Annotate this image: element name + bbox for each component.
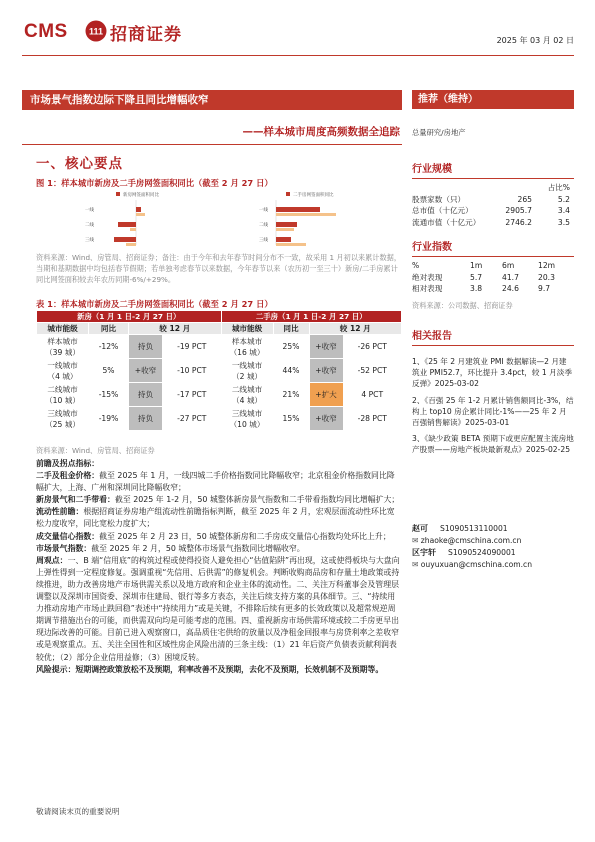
index-row: 相对表现 3.8 24.6 9.7 — [412, 284, 551, 293]
table-cell: 4 PCT — [343, 383, 402, 407]
analyst-name: 赵可 — [412, 524, 428, 533]
footnote: 敬请阅读末页的重要说明 — [36, 807, 120, 816]
cms-logo-icon — [85, 20, 107, 42]
col-header: 同比 — [89, 323, 129, 335]
scale-title: 行业规模 — [412, 164, 452, 175]
table-1 — [36, 310, 402, 431]
table-cell: 持负 — [129, 383, 163, 407]
report-title: 市场景气指数边际下降且同比增幅收窄 — [22, 90, 402, 110]
table-cell: 持负 — [129, 335, 163, 359]
col-header: 城市能级 — [37, 323, 89, 335]
svg-text:二线: 二线 — [85, 223, 94, 228]
col-header: 城市能级 — [221, 323, 273, 335]
table-cell: 三线城市 （25 城） — [37, 407, 89, 431]
table-row — [37, 335, 402, 359]
rating-header — [412, 90, 574, 109]
index-source: 资料来源：公司数据、招商证券 — [412, 300, 513, 310]
company-name: 招商证券 — [110, 25, 182, 45]
para-label: 成交量信心指数： — [36, 531, 100, 541]
para-label: 二手及租金价格： — [36, 471, 100, 481]
table-1-title: 表 1：样本城市新房及二手房网签面积同比（截至 2 月 27 日） — [36, 299, 273, 309]
svg-text:一线: 一线 — [85, 208, 94, 213]
index-title: 行业指数 — [412, 242, 452, 253]
table-cell: 44% — [273, 359, 309, 383]
table-cell: 样本城市 （16 城） — [221, 335, 273, 359]
scale-row: 总市值（十亿元） 2905.7 3.4 — [412, 206, 570, 215]
table-cell: 二线城市 （10 城） — [37, 383, 89, 407]
para-label: 市场景气指数： — [36, 543, 92, 553]
analyst-contacts — [412, 523, 574, 571]
mail-icon: ✉ — [412, 560, 421, 569]
table-cell: -28 PCT — [343, 407, 402, 431]
table-cell: 一线城市 （4 城） — [37, 359, 89, 383]
table-cell: 一线城市 （2 城） — [221, 359, 273, 383]
table-cell: -12% — [89, 335, 129, 359]
table-cell: 二线城市 （4 城） — [221, 383, 273, 407]
para-label: 新房景气和二手带看： — [36, 495, 115, 505]
figure-1-source: 资料来源：Wind、房管局、招商证券；备注：由于今年和去年春节时间分布不一致，故采用 1 月初以来累计数据，当期和基期数据中均包括春节假期；若单独考虑春节以来数据，今年春节以来（农历初一至三十）新房/二手房累计同比网签面积较去年农历同期-6%/+29%。 — [36, 253, 402, 284]
analyst-email[interactable]: ouyuxuan@cmschina.com.cn — [420, 560, 533, 569]
table-1-source: 资料来源：Wind、房管局、招商证券 — [36, 446, 155, 455]
table-cell: -10 PCT — [163, 359, 222, 383]
related-report-link[interactable]: 1、《25 年 2 月建筑业 PMI 数据解读—2 月建筑业 PMI52.7，环比提升 3.4pct，较 1 月淡季反弹》2025-03-02 — [412, 357, 572, 389]
analyst-code: S1090513110001 — [440, 524, 508, 533]
table-cell: -17 PCT — [163, 383, 222, 407]
para-label: 风险提示： — [36, 664, 76, 674]
index-section — [412, 238, 574, 311]
related-section — [412, 327, 574, 461]
report-subtitle: ——样本城市周度高频数据全追踪 — [242, 126, 400, 138]
table-cell: -52 PCT — [343, 359, 402, 383]
report-date: 2025 年 03 月 02 日 — [496, 36, 574, 45]
col-header: 较 12 月 — [129, 323, 222, 335]
svg-text:111: 111 — [88, 26, 104, 37]
para-text: 一、B 端“信用底”的构筑过程或使得投资人避免担心“估值陷阱”再出现，这或使得板块与大盘向上弹性得到一定程度修复。强调重视“先信用、后供需”的修复机会。判断收购商品房和存量土地政策或持续推进，助力改善房地产市场供需关系以及地方政府和企业主体的流动性。二、关注万科董事会及管理层调整以及深圳市国资委、深圳市住建局、银行等多方表态，关注后续支持方案的具体细节。三、“持续用力推动房地产市场止跌回稳”表述中“持续用力”或是关键，不排除后续有更多的长效政策以及超常规逆周期调节措施出台的可能，而供需双向均是可能考虑的范围。四、重视新房市场供需环境或较二手房更早出现边际改善的可能。目前已进入观察窗口，高品质住宅供给的放量以及净租金回报率与房贷利率之差收窄或是观察重点。五、关注全国性和区域性房企风险出清的三条主线：（1）21 年后资产负债表贡献利润表较优；（2）部分企业信用益修；（3）困境反转。 — [36, 555, 400, 662]
figure-1-chart — [36, 190, 402, 248]
key-points-body — [36, 458, 402, 676]
scale-section — [412, 160, 574, 228]
table-cell: -26 PCT — [343, 335, 402, 359]
table-cell: +收窄 — [309, 359, 343, 383]
para-text: 截至 2025 年 1 月，一线四城二手价格指数同比降幅收窄；北京租金价格指数同比降幅扩大，上海、广州和深圳同比降幅收窄； — [36, 471, 395, 493]
rating-label: 推荐（维持） — [412, 90, 574, 109]
table-cell: 5% — [89, 359, 129, 383]
col-header: 较 12 月 — [309, 323, 402, 335]
rating-sub: 总量研究/房地产 — [412, 128, 466, 137]
table-row — [37, 407, 402, 431]
para-label: 周观点： — [36, 555, 68, 565]
scale-divider — [412, 178, 574, 179]
table-cell: 三线城市 （10 城） — [221, 407, 273, 431]
index-row: 绝对表现 5.7 41.7 20.3 — [412, 272, 555, 282]
scale-row: 股票家数（只） 265 5.2 — [412, 194, 570, 204]
analyst-name: 区宇轩 — [412, 548, 436, 557]
table-group-header: 二手房（1 月 1 日-2 月 27 日） — [221, 311, 402, 323]
related-report-link[interactable]: 3、《缺少政策 BETA 预期下或更应配置主流房地产股票——房地产板块最新观点》2025-02-25 — [412, 434, 574, 455]
svg-text:三线: 三线 — [85, 238, 94, 243]
para-text: 截至 2025 年 2 月 23 日，50 城整体新房和二手房成交量信心指数均处环比上升； — [99, 531, 391, 541]
table-cell: +收窄 — [129, 359, 163, 383]
logo-text: CMS — [24, 21, 68, 42]
index-divider — [412, 256, 574, 257]
analyst-code: S1090524090001 — [448, 548, 516, 557]
section-heading: 一、核心要点 — [36, 156, 123, 172]
figure-1-title: 图 1：样本城市新房及二手房网签面积同比（截至 2 月 27 日） — [36, 178, 273, 188]
table-cell: -15% — [89, 383, 129, 407]
para-text: 截至 2025 年 2 月，50 城整体市场景气指数同比增幅收窄。 — [91, 543, 305, 553]
subtitle-divider — [22, 144, 402, 145]
scale-col-header: 占比% — [547, 183, 570, 192]
risk-text: 短期调控政策放松不及预期，利率改善不及预期，去化不及预期，长效机制不及预期等。 — [75, 664, 384, 674]
index-header-row: % 1m 6m 12m — [412, 261, 556, 270]
para-text: 截至 2025 年 1-2 月，50 城整体新房景气指数和二手带看指数均同比增幅扩大； — [114, 495, 400, 505]
para-label: 前瞻及拐点指标： — [36, 459, 100, 468]
table-cell: +扩大 — [309, 383, 343, 407]
svg-text:新房网签面积同比: 新房网签面积同比 — [123, 193, 159, 198]
col-header: 同比 — [273, 323, 309, 335]
related-title: 相关报告 — [412, 331, 452, 342]
table-cell: 25% — [273, 335, 309, 359]
table-cell: 15% — [273, 407, 309, 431]
mail-icon: ✉ — [412, 536, 421, 545]
page-header — [22, 18, 574, 48]
table-cell: -19% — [89, 407, 129, 431]
analyst-email[interactable]: zhaoke@cmschina.com.cn — [420, 536, 522, 545]
header-divider — [22, 55, 574, 56]
table-cell: -27 PCT — [163, 407, 222, 431]
related-divider — [412, 345, 574, 346]
para-text: 根据招商证券房地产组流动性前瞻指标判断，截至 2025 年 2 月，宏观层面流动性环比宽松力度收窄，同比宽松力度扩大； — [36, 507, 395, 529]
table-row — [37, 383, 402, 407]
scale-row: 流通市值（十亿元） 2746.2 3.5 — [412, 217, 570, 227]
table-cell: 样本城市 （39 城） — [37, 335, 89, 359]
table-cell: 持负 — [129, 407, 163, 431]
table-group-header: 新房（1 月 1 日-2 月 27 日） — [37, 311, 222, 323]
table-cell: -19 PCT — [163, 335, 222, 359]
table-cell: +收窄 — [309, 335, 343, 359]
table-cell: 21% — [273, 383, 309, 407]
svg-text:二线: 二线 — [259, 223, 268, 228]
related-report-link[interactable]: 2、《百强 25 年 1-2 月累计销售额同比-3%，结构上 top10 房企累计同比-1%——25 年 2 月百强销售解读》2025-03-01 — [412, 395, 574, 428]
table-row — [37, 359, 402, 383]
svg-text:三线: 三线 — [259, 238, 268, 243]
svg-text:一线: 一线 — [259, 208, 268, 213]
para-label: 流动性前瞻： — [36, 507, 84, 517]
table-cell: +收窄 — [309, 407, 343, 431]
svg-text:二手房网签面积同比: 二手房网签面积同比 — [293, 193, 334, 198]
